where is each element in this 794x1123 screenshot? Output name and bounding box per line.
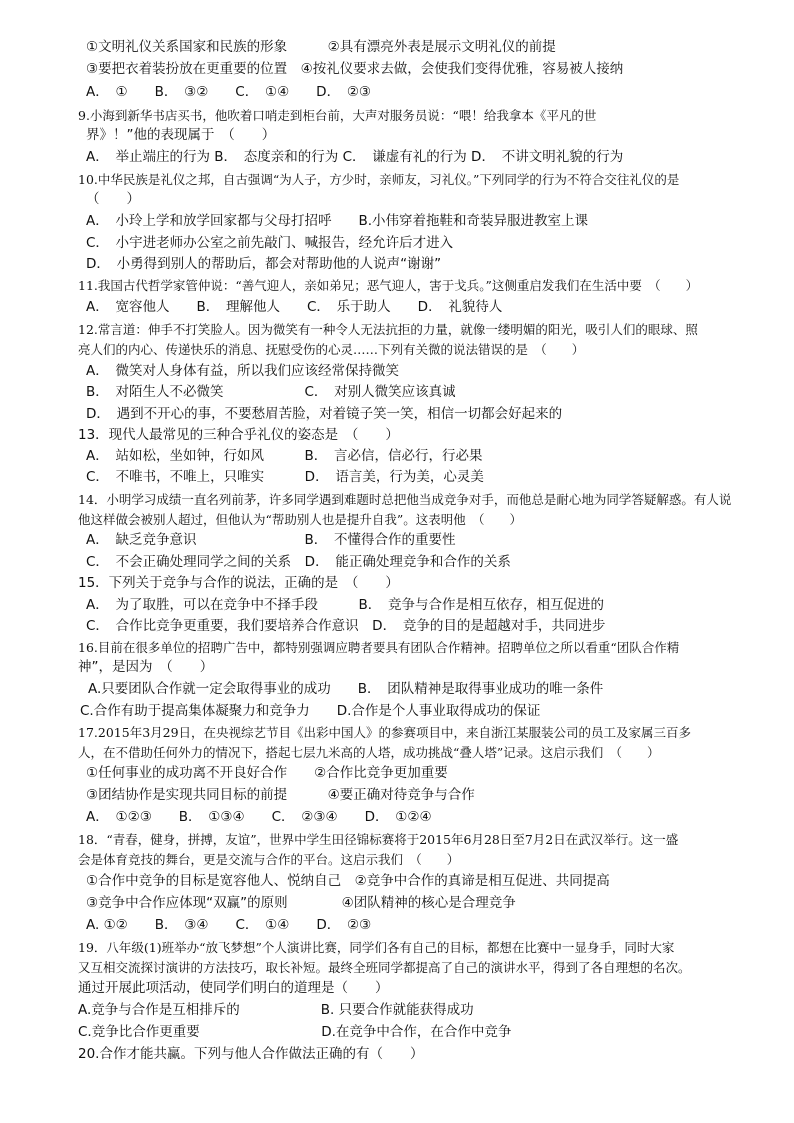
text-line: A． 站如松，坐如钟，行如风 B． 言必信，信必行，行必果 — [86, 448, 483, 464]
text-line: D． 小勇得到别人的帮助后，都会对帮助他的人说声“谢谢” — [86, 256, 442, 272]
text-line: 亮人们的内心、传递快乐的消息、抚慰受伤的心灵……下列有关微的说法错误的是 （ ） — [78, 342, 585, 357]
text-line: C． 合作比竞争更重要，我们要培养合作意识 D． 竞争的目的是超越对手，共同进步 — [86, 618, 606, 634]
text-line: ③要把衣着装扮放在更重要的位置 ④按礼仪要求去做，会使我们变得优雅，容易被人接纳 — [86, 61, 624, 77]
text-line: A． 微笑对人身体有益，所以我们应该经常保持微笑 — [86, 363, 399, 379]
text-line: 他这样做会被别人超过，但他认为“帮助别人也是提升自我”。这表明他 （ ） — [78, 512, 523, 527]
text-line: 14．小明学习成绩一直名列前茅，许多同学遇到难题时总把他当成竞争对手，而他总是耐心地为同学答疑解惑。有人说 — [78, 492, 732, 507]
text-line: B． 对陌生人不必微笑 C． 对别人微笑应该真诚 — [86, 384, 456, 400]
text-line: C． 不唯书，不唯上，只唯实 D． 语言美，行为美，心灵美 — [86, 469, 484, 485]
text-line: （ ） — [86, 191, 140, 207]
text-line: 通过开展此项活动，使同学们明白的道理是（ ） — [78, 980, 389, 996]
text-line: A． 小玲上学和放学回家都与父母打招呼 B.小伟穿着拖鞋和奇装异服进教室上课 — [86, 213, 589, 229]
text-line: A. ①② B． ③④ C． ①④ D． ②③ — [86, 917, 372, 933]
text-line: ①任何事业的成功离不开良好合作 ②合作比竞争更加重要 — [86, 765, 448, 781]
text-line: 15．下列关于竞争与合作的说法，正确的是 （ ） — [78, 575, 399, 591]
text-line: C． 小宇进老师办公室之前先敲门、喊报告，经允许后才进入 — [86, 235, 454, 251]
text-line: 13．现代人最常见的三种合乎礼仪的姿态是 （ ） — [78, 427, 399, 443]
text-line: 17.2015年3月29日，在央视综艺节目《出彩中国人》的参赛项目中，来自浙江某服装公司的员工及家属三百多 — [78, 725, 692, 740]
text-line: A． 为了取胜，可以在竞争中不择手段 B． 竞争与合作是相互依存，相互促进的 — [86, 597, 604, 613]
text-line: 神”，是因为 （ ） — [78, 659, 214, 675]
text-line: C． 不会正确处理同学之间的关系 D． 能正确处理竞争和合作的关系 — [86, 554, 511, 570]
text-line: A.竞争与合作是互相排斥的 B. 只要合作就能获得成功 — [78, 1002, 474, 1018]
text-line: 9.小海到新华书店买书，他吹着口哨走到柜台前，大声对服务员说：“喂！给我拿本《平凡的世 — [78, 108, 597, 123]
text-line: 19．八年级(1)班举办“放飞梦想”个人演讲比赛，同学们各有自己的目标，都想在比赛中一显身手，同时大家 — [78, 940, 675, 955]
text-line: A． ①②③ B． ①③④ C． ②③④ D． ①②④ — [86, 809, 432, 825]
text-line: C.竞争比合作更重要 D.在竞争中合作，在合作中竞争 — [78, 1024, 512, 1040]
text-line: 11.我国古代哲学家管仲说：“善气迎人，亲如弟兄；恶气迎人，害于戈兵。”这侧重启发我们在生活中要 （ ） — [78, 278, 699, 293]
text-line: D． 遇到不开心的事，不要愁眉苦脸，对着镜子笑一笑，相信一切都会好起来的 — [86, 406, 563, 422]
text-line: 人，在不借助任何外力的情况下，搭起七层九米高的人塔，成功挑战“叠人塔”记录。这启示我们 （ ） — [78, 745, 660, 760]
text-line: C.合作有助于提高集体凝聚力和竞争力 D.合作是个人事业取得成功的保证 — [80, 703, 541, 719]
text-line: 20.合作才能共赢。下列与他人合作做法正确的有（ ） — [78, 1046, 424, 1062]
text-line: A． ① B． ③② C． ①④ D． ②③ — [86, 84, 372, 100]
text-line: A． 宽容他人 B． 理解他人 C． 乐于助人 D． 礼貌待人 — [86, 299, 503, 315]
text-line: 界》！”他的表现属于 （ ） — [86, 127, 276, 143]
text-line: 会是体育竞技的舞台，更是交流与合作的平台。这启示我们 （ ） — [78, 852, 460, 867]
text-line: 12.常言道：伸手不打笑脸人。因为微笑有一种令人无法抗拒的力量，就像一缕明媚的阳光，吸引人们的眼球、照 — [78, 322, 698, 337]
text-line: 18．“青春，健身，拼搏，友谊”，世界中学生田径锦标赛将于2015年6月28日至7月2日在武汉举行。这一盛 — [78, 832, 679, 847]
text-line: ③竞争中合作应体现“双赢”的原则 ④团队精神的核心是合理竞争 — [86, 895, 516, 911]
text-line: ①文明礼仪关系国家和民族的形象 ②具有漂亮外表是展示文明礼仪的前提 — [86, 39, 556, 55]
text-line: A． 举止端庄的行为 B． 态度亲和的行为 C． 谦虚有礼的行为 D． 不讲文明礼貌的行为 — [86, 149, 624, 165]
text-line: A． 缺乏竞争意识 B． 不懂得合作的重要性 — [86, 532, 456, 548]
text-line: 16.目前在很多单位的招聘广告中，都特别强调应聘者要具有团队合作精神。招聘单位之所以看重“团队合作精 — [78, 640, 680, 655]
text-line: ①合作中竞争的目标是宽容他人、悦纳自己 ②竞争中合作的真谛是相互促进、共同提高 — [86, 873, 610, 889]
text-line: A.只要团队合作就一定会取得事业的成功 B． 团队精神是取得事业成功的唯一条件 — [88, 681, 604, 697]
text-line: 又互相交流探讨演讲的方法技巧，取长补短。最终全班同学都提高了自己的演讲水平，得到了各自理想的名次。 — [78, 960, 691, 975]
text-line: ③团结协作是实现共同目标的前提 ④要正确对待竞争与合作 — [86, 787, 475, 803]
text-line: 10.中华民族是礼仪之邦，自古强调“为人子，方少时，亲师友，习礼仪。”下列同学的行为不符合交往礼仪的是 — [78, 172, 680, 187]
